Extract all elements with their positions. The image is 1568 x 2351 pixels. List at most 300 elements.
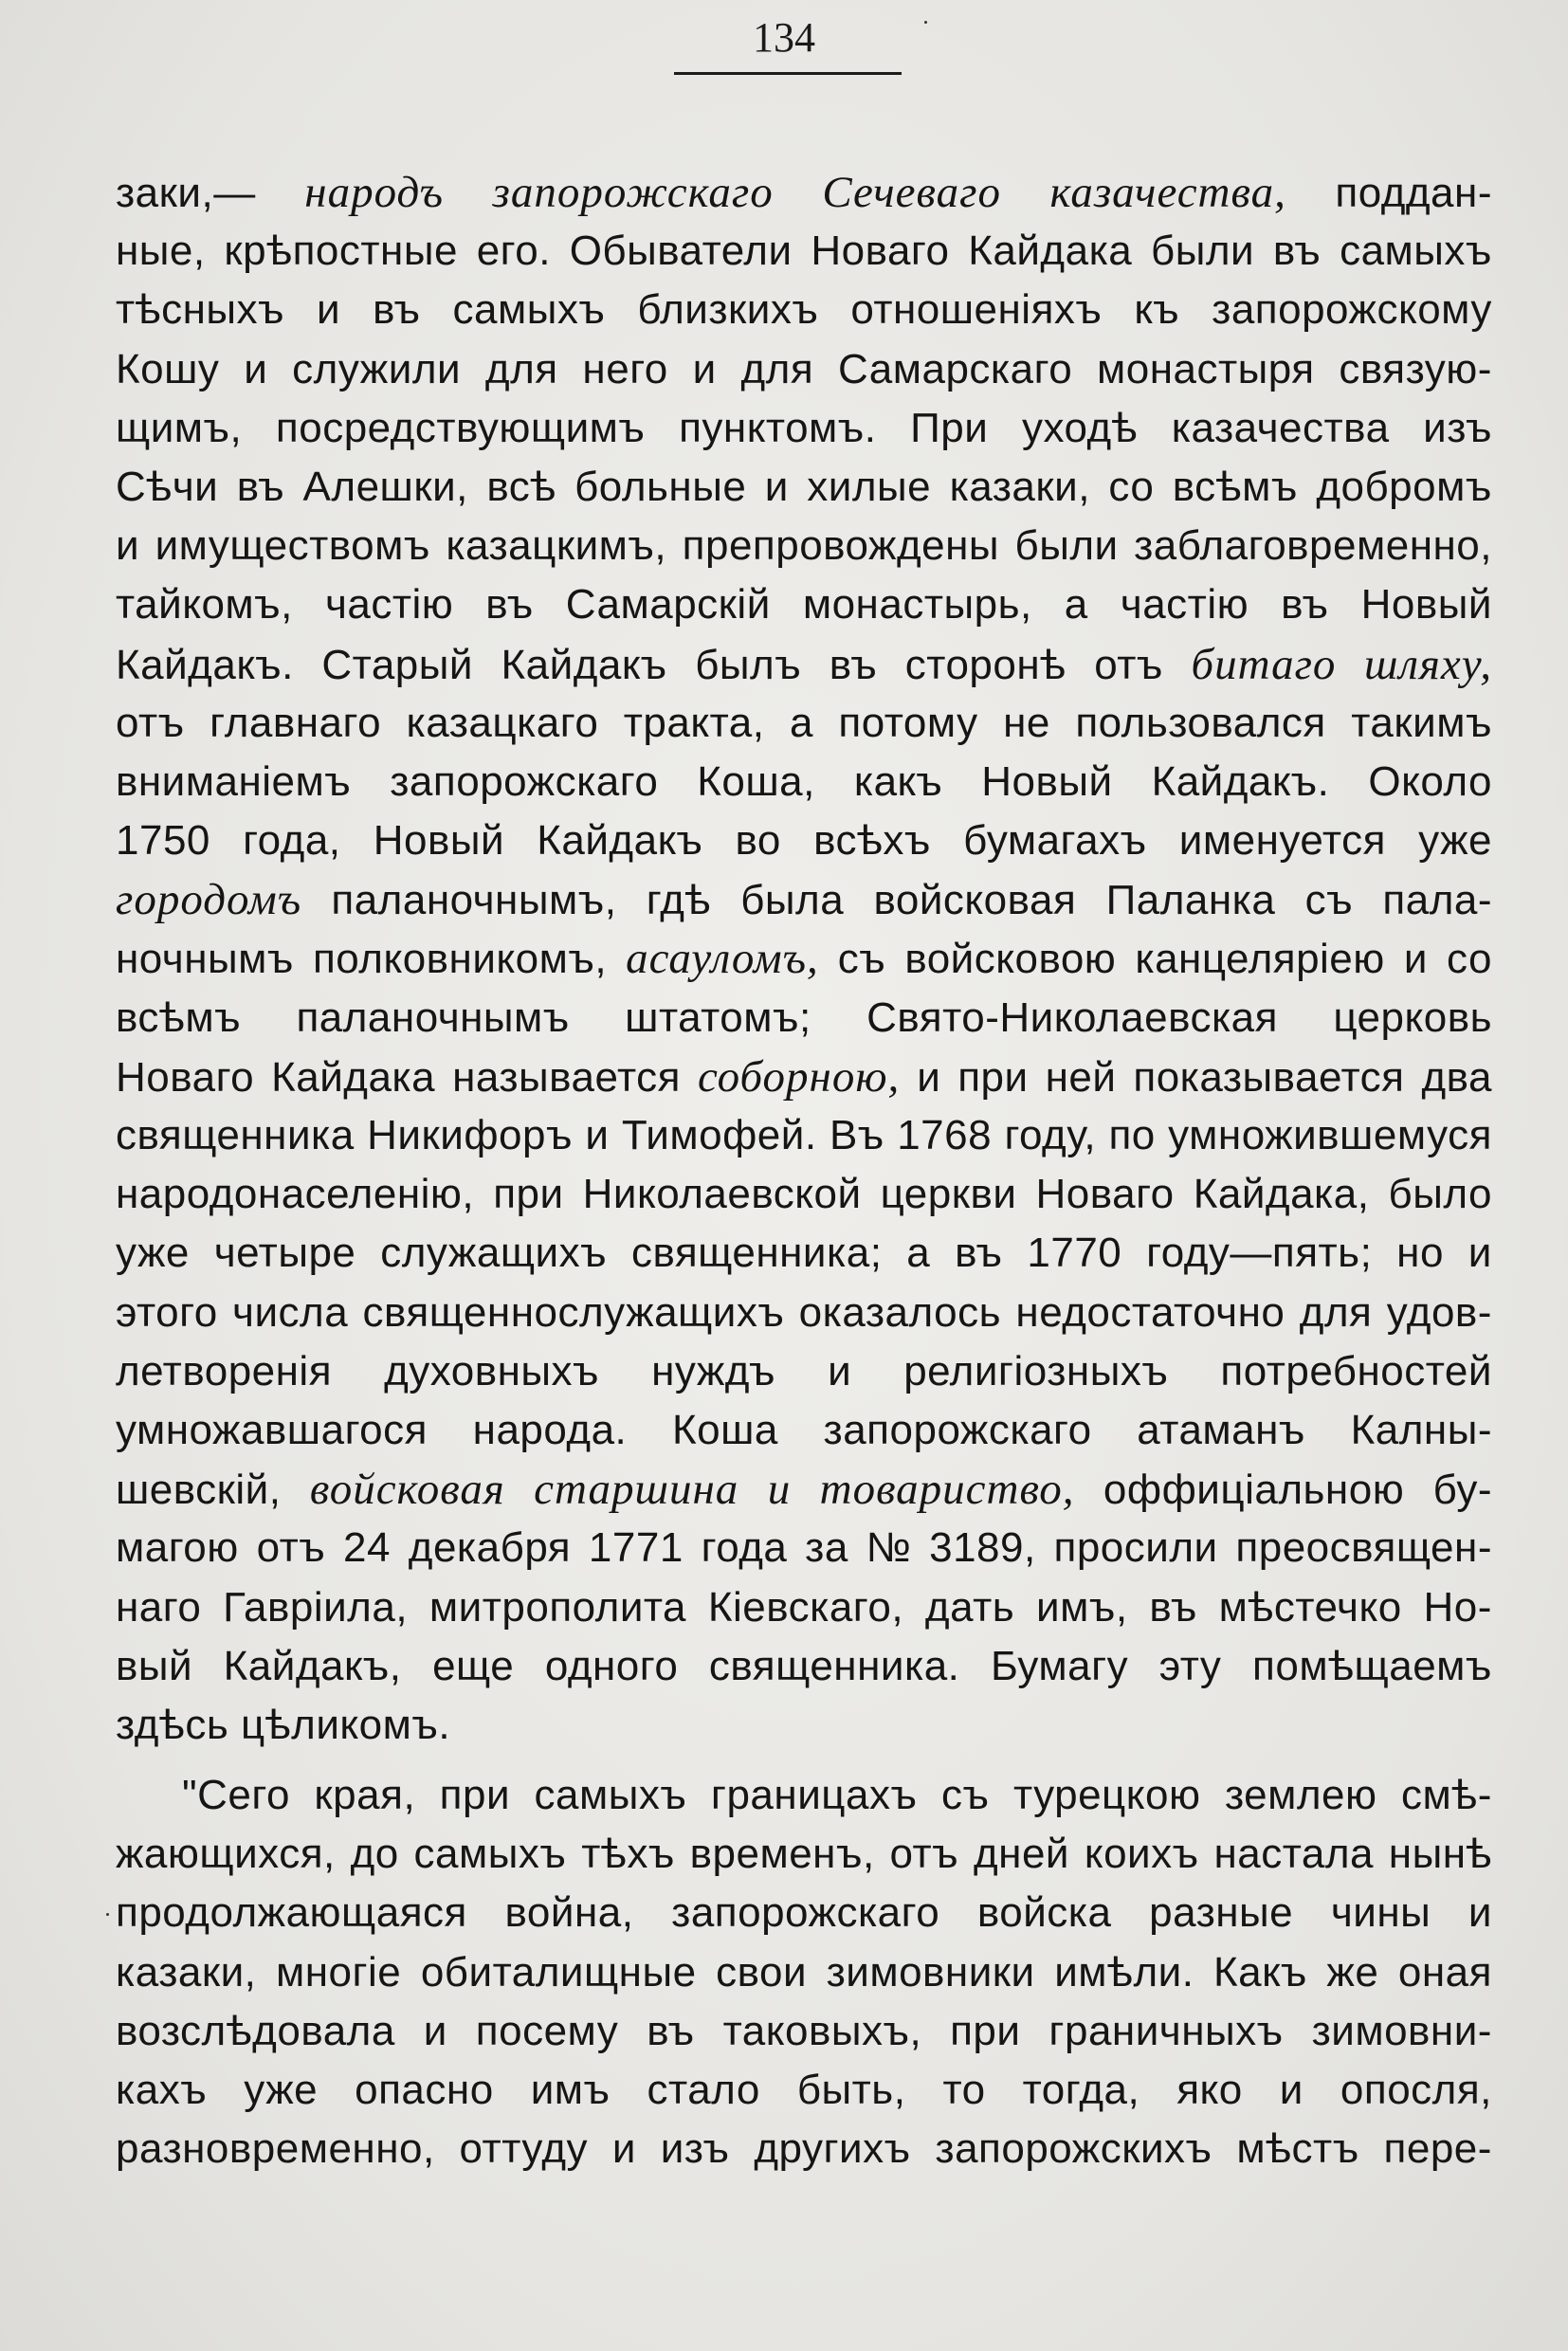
text-line [116,1884,1492,1942]
word: полковникомъ, [312,936,608,983]
word: и [1279,2067,1304,2113]
word: народа. [472,1406,628,1453]
word: землею [1224,1772,1377,1819]
text-line [116,1578,1492,1637]
word: во [735,817,781,865]
word: въ [1281,581,1329,629]
italic-word: городомъ [116,875,302,925]
word: самыхъ [413,1831,567,1878]
word: казаки, [949,463,1090,510]
word: оттуду [459,2125,589,2173]
word: показывается [1133,1053,1405,1101]
word: близкихъ [637,286,819,334]
word: войска [976,1889,1112,1937]
word: тайкомъ, [116,581,293,629]
italic-word: и [767,1465,792,1515]
word: шевскій, [116,1467,282,1514]
word: пользовался [1075,699,1326,746]
text-line [116,929,1492,988]
word: въ [1149,1583,1197,1631]
word: всѣ [486,463,556,510]
text-line [116,2120,1492,2178]
word: митрополита [428,1583,687,1631]
paragraph-gap [116,1755,1492,1766]
word: крѣпостные [224,228,458,275]
word: Новый [373,817,505,865]
word: Въ [829,1112,884,1158]
word: связую- [1339,345,1492,392]
word: уже [244,2067,319,2113]
word: посему [475,2007,619,2054]
text-line [116,1401,1492,1460]
word: Самарскій [565,581,771,629]
word: опасно [355,2067,494,2113]
text-line [116,1825,1492,1884]
word: потребностей [1220,1347,1492,1394]
word: Никифоръ [367,1112,573,1158]
word: коихъ [1084,1831,1199,1878]
word: Новый [1360,581,1492,629]
word: настала [1213,1831,1374,1878]
text-line [116,517,1492,575]
word: два [1421,1053,1492,1101]
word: Около [1368,757,1492,805]
word: имъ, [1036,1583,1128,1631]
page-header [0,13,1568,63]
word: 3189, [929,1524,1036,1572]
text-line [116,281,1492,339]
word: нуждъ [651,1347,776,1394]
header-rule [674,72,902,75]
word: "Сего [182,1772,290,1819]
word: по [1108,1112,1156,1158]
word: Кайдака [968,228,1133,275]
word: имъ [530,2067,611,2113]
word: для [1299,1288,1373,1336]
word: отношеніяхъ [850,286,1103,334]
word: одного [544,1642,679,1689]
word: Бумагу [991,1642,1129,1689]
word: были [1151,228,1255,275]
word: отъ [1094,641,1163,688]
word: и [423,2007,447,2054]
word: монастыря [1097,345,1315,392]
word: то [942,2067,986,2113]
word: этого [116,1288,218,1336]
word: была [740,877,845,924]
word: таковыхъ, [722,2007,922,2054]
text-line [116,635,1492,694]
word: просили [1053,1524,1218,1572]
word: а [1064,581,1088,629]
italic-word: битаго [1191,639,1337,689]
word: войсковою [904,936,1117,983]
text-line [116,340,1492,399]
word: вый [116,1642,193,1689]
word: народонаселенію, [116,1171,475,1218]
word: и [1468,1230,1492,1277]
word: еще [432,1642,515,1689]
text-line [116,1519,1492,1577]
word: 1771 [588,1524,684,1572]
word: чины [1330,1889,1431,1937]
text-line [116,753,1492,811]
word: потому [838,699,978,746]
word: уже [1418,817,1492,865]
word: паланочнымъ [296,993,570,1041]
word: пере- [1383,2125,1492,2173]
word: казацкаго [406,699,599,746]
word: временъ, [689,1831,875,1878]
word: мѣстъ [1236,2125,1359,2173]
word: Старый [321,641,473,688]
word: въ [485,581,534,629]
word: дней [973,1831,1070,1878]
word: разные [1149,1889,1294,1937]
word: отъ [116,699,185,746]
word: изъ [1423,404,1492,451]
word: оказалось [798,1288,1002,1336]
word: Тимофей. [621,1112,817,1158]
word: Кайдакъ. [1151,757,1330,805]
word: Сѣчи [116,463,219,510]
word: въ [955,1230,1003,1277]
word: поддан- [1335,170,1492,216]
italic-word: асауломъ, [626,934,819,984]
word: и [585,1112,610,1158]
word: штатомъ; [625,993,811,1041]
text-line [116,575,1492,634]
word: летворенія [116,1347,333,1394]
word: магою [116,1524,239,1572]
word: но [1396,1230,1444,1277]
word: Кайдакъ [537,817,703,865]
word: служащихъ [380,1230,608,1277]
text-line [116,222,1492,281]
word: Коша [671,1406,778,1453]
word: больные [574,463,747,510]
word: казацкимъ, [446,522,667,570]
word: смѣ- [1401,1772,1492,1819]
word: ней [1045,1053,1117,1101]
word: зимовники [826,1948,1035,1996]
word: 1750 [116,817,210,865]
text-line [116,399,1492,458]
word: Коша, [697,757,815,805]
word: частію [1120,581,1249,629]
word: съ [1304,877,1354,924]
word: оная [1397,1948,1492,1996]
word: Новаго [811,228,950,275]
word: сторонѣ [904,641,1067,688]
word: помѣщаемъ [1252,1642,1492,1689]
word: умножавшагося [116,1406,428,1453]
word: религіозныхъ [903,1347,1169,1394]
word: уходѣ [1021,404,1139,451]
word: кахъ [116,2067,208,2113]
word: и [917,1053,941,1101]
word: бумагахъ [963,817,1147,865]
word: заблаговременно, [1134,522,1492,570]
word: въ [647,2007,695,2054]
text-line [116,1165,1492,1224]
italic-word: товариство, [819,1465,1075,1515]
word: церковь [1333,993,1492,1041]
word: именуется [1178,817,1386,865]
word: казачества [1171,404,1390,451]
word: съ [940,1772,990,1819]
word: изъ [660,2125,730,2173]
italic-word: народъ [304,168,444,217]
word: Паланка [1105,877,1276,924]
print-speck [924,21,927,24]
word: всѣмъ [1172,463,1298,510]
word: дать [924,1583,1015,1631]
word: называется [452,1053,681,1101]
text-line [116,694,1492,753]
word: священника; [630,1230,883,1277]
word: При [910,404,989,451]
word: были [1014,522,1119,570]
word: запорожскаго [671,1889,940,1937]
word: въ [1272,228,1322,275]
word: недостаточно [1015,1288,1285,1336]
word: года [701,1524,788,1572]
word: другихъ [754,2125,911,2173]
print-speck [106,1913,109,1916]
word: продолжающаяся [116,1889,467,1937]
word: него [582,345,668,392]
word: и [1468,1889,1492,1937]
text-line [116,1106,1492,1165]
word: же [1326,1948,1379,1996]
word: Новаго [116,1053,255,1101]
word: былъ [695,641,802,688]
word: Гавріила, [223,1583,409,1631]
word: не [1003,699,1050,746]
word: пунктомъ. [679,404,877,451]
word: ночнымъ [116,936,294,983]
word: запорожскихъ [935,2125,1212,2173]
word: отъ [256,1524,326,1572]
italic-word: войсковая [309,1465,505,1515]
word: граничныхъ [1048,2007,1284,2054]
text-line [116,1284,1492,1342]
word: возслѣдовала [116,2007,395,2054]
text-line [116,870,1492,929]
word: тракта, [623,699,765,746]
text-line [116,1342,1492,1401]
word: и [692,345,717,392]
word: за [805,1524,848,1572]
word: № [866,1524,912,1572]
word: и [764,463,789,510]
text-line [116,1460,1492,1519]
word: разновременно, [116,2125,435,2173]
word: щимъ, [116,404,243,451]
word: тѣхъ [581,1831,675,1878]
word: Кошу [116,345,220,392]
word: самыхъ [452,286,606,334]
word: Кайдака [271,1053,436,1101]
word: мѣстечко [1218,1583,1402,1631]
word: было [1388,1171,1492,1218]
word: духовныхъ [384,1347,600,1394]
word: 1770 [1027,1230,1122,1277]
text-line [116,1696,1492,1755]
word: запорожскаго [390,757,659,805]
word: числа [232,1288,349,1336]
word: главнаго [210,699,382,746]
word: запорожскаго [823,1406,1092,1453]
word: всѣмъ [116,993,242,1041]
word: и [116,522,140,570]
word: здѣсь цѣликомъ. [116,1701,451,1748]
word: многіе [275,1948,402,1996]
word: отъ [889,1831,959,1878]
word: наго [116,1583,202,1631]
italic-word: шляху, [1364,639,1492,689]
italic-word: Сечеваго [822,168,1001,217]
word: монастырь, [802,581,1032,629]
word: добромъ [1316,463,1492,510]
word: со [1108,463,1155,510]
word: и [1403,936,1428,983]
word: году, [1004,1112,1097,1158]
text-line [116,1943,1492,2002]
word: войсковая [873,877,1077,924]
word: самыхъ [1340,228,1492,275]
word: тогда, [1022,2067,1140,2113]
word: гдѣ [646,877,711,924]
word: яко [1176,2067,1243,2113]
word: казаки, [116,1948,257,1996]
word: всѣхъ [813,817,931,865]
word: года, [243,817,341,865]
word: жающихся, [116,1831,336,1878]
word: свои [716,1948,808,1996]
word: такимъ [1351,699,1492,746]
word: Николаевской [582,1171,862,1218]
word: въ [236,463,285,510]
page-number: 134 [753,14,815,61]
word: какъ [853,757,943,805]
word: и [244,345,268,392]
text-line [116,1224,1492,1283]
word: края, [314,1772,416,1819]
italic-word: старшина [534,1465,739,1515]
word: паланочнымъ, [331,877,617,924]
word: Какъ [1213,1948,1307,1996]
text-line [116,2061,1492,2120]
word: священнослужащихъ [362,1288,785,1336]
word: при [493,1171,564,1218]
word: для [740,345,814,392]
word: уже [116,1230,190,1277]
text-line [116,1766,1492,1825]
text-line [116,458,1492,517]
word: границахъ [710,1772,918,1819]
italic-word: казачества, [1049,168,1286,217]
word: запорожскому [1212,286,1492,334]
word: со [1446,936,1492,983]
word: Новаго [1035,1171,1175,1218]
word: до [350,1831,399,1878]
word: вниманіемъ [116,757,352,805]
word: Свято-Николаевская [866,993,1278,1041]
word: и [611,2125,636,2173]
word: Кайдакъ [501,641,667,688]
text-line [116,811,1492,870]
text-line [116,1048,1492,1106]
word: въ [373,286,421,334]
word: году—пять; [1146,1230,1373,1277]
italic-word: запорожскаго [492,168,774,217]
word: и [317,286,341,334]
word: бу- [1432,1467,1492,1514]
word: и [828,1347,852,1394]
word: служили [292,345,462,392]
word: съ [837,936,886,983]
word: его. [476,228,551,275]
word: священника. [708,1642,960,1689]
word: 24 [343,1524,391,1572]
word: Новый [981,757,1113,805]
word: 1768 [897,1112,993,1158]
word: Кіевскаго, [707,1583,904,1631]
word: имуществомъ [155,522,430,570]
word: опосля, [1340,2067,1492,2113]
word: оффиціальною [1103,1467,1405,1514]
word: при [950,2007,1021,2054]
word: Кайдакъ, [223,1642,402,1689]
word: Алешки, [302,463,468,510]
word: быть, [796,2067,906,2113]
word: Но- [1423,1583,1492,1631]
word: при [957,1053,1029,1101]
text-line [116,2002,1492,2061]
word: канцеляріею [1135,936,1385,983]
word: Самарскаго [838,345,1073,392]
word: декабря [408,1524,572,1572]
word: при [439,1772,511,1819]
word: атаманъ [1137,1406,1305,1453]
text-line [116,163,1492,222]
word: нынѣ [1388,1831,1492,1878]
word: обиталищные [420,1948,697,1996]
word: ные, [116,228,206,275]
text-line [116,989,1492,1048]
word: самыхъ [534,1772,687,1819]
word: умножившемуся [1168,1112,1492,1158]
word: хилые [807,463,932,510]
word: церкви [880,1171,1017,1218]
word: а [789,699,813,746]
word: тѣсныхъ [116,286,285,334]
word: четыре [213,1230,356,1277]
word: пала- [1382,877,1492,924]
word: Кайдакъ. [116,641,294,688]
word: частію [324,581,454,629]
body-text [116,163,1492,2178]
word: зимовни- [1311,2007,1492,2054]
word: къ [1134,286,1180,334]
word: удов- [1386,1288,1492,1336]
word: война, [504,1889,634,1937]
word: имѣли. [1054,1948,1194,1996]
word: для [484,345,558,392]
word: посредствующимъ [275,404,646,451]
